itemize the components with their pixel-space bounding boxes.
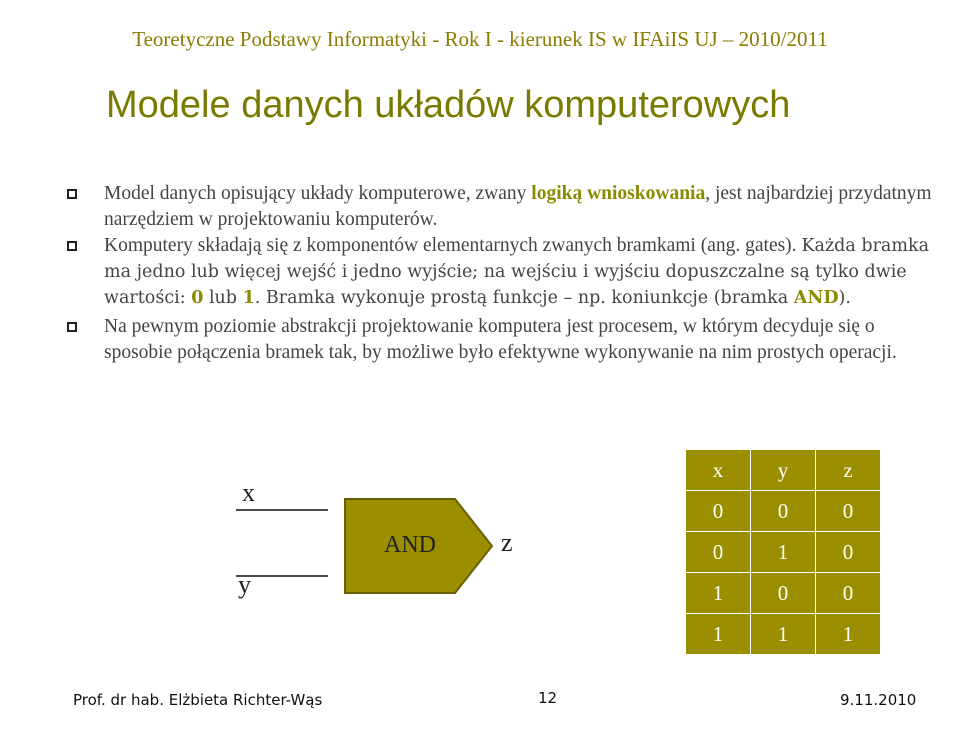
bullet-text: Komputery składają się z komponentów elementarnych zwanych bramkami (ang. gates). xyxy=(104,235,802,256)
bullet-text: . Bramka wykonuje prostą funkcje – np. koniunkcje (bramka xyxy=(254,288,794,308)
table-row xyxy=(686,532,880,573)
table-cell: 1 xyxy=(751,532,816,573)
table-row xyxy=(686,614,880,655)
table-header-cell: z xyxy=(816,450,881,491)
and-term: AND xyxy=(793,288,839,308)
table-header-cell: x xyxy=(686,450,751,491)
table-header-cell: y xyxy=(751,450,816,491)
table-cell: 1 xyxy=(842,621,854,646)
footer-page-number: 12 xyxy=(538,689,558,707)
table-row xyxy=(686,491,880,532)
bullet-text: Na pewnym poziomie abstrakcji projektowanie komputera jest procesem, w którym decyduje się o sposobie połączenia bramek tak, by możliwe było efektywne wykonywanie na nim prostych operacji. xyxy=(104,316,897,363)
table-cell: 0 xyxy=(686,491,751,532)
table-row xyxy=(686,573,880,614)
table-cell: 0 xyxy=(816,532,881,573)
footer-author: Prof. dr hab. Elżbieta Richter-Wąs xyxy=(73,691,323,709)
table-cell: 0 xyxy=(751,491,816,532)
input-y-label: y xyxy=(238,570,251,599)
bullet-text: ). xyxy=(838,288,851,308)
table-cell: 0 xyxy=(816,573,881,614)
table-cell: 1 xyxy=(686,614,751,655)
value-one: 1 xyxy=(242,288,255,308)
table-cell: 1 xyxy=(686,573,751,614)
truth-table xyxy=(686,450,880,654)
input-x-label: x xyxy=(242,478,255,507)
highlight-term: logiką wnioskowania xyxy=(531,183,706,204)
slide-title: Modele danych układów komputerowych xyxy=(106,84,791,126)
value-zero: 0 xyxy=(191,288,204,308)
output-z-label: z xyxy=(501,528,513,557)
table-cell: 1 xyxy=(751,614,816,655)
table-header-row xyxy=(686,450,880,491)
table-cell: 0 xyxy=(751,573,816,614)
bullet-text: lub xyxy=(203,288,243,308)
table-cell: 0 xyxy=(686,532,751,573)
table-cell: 0 xyxy=(816,491,881,532)
slide-header: Teoretyczne Podstawy Informatyki - Rok I - kierunek IS w IFAiIS UJ – 2010/2011 xyxy=(132,27,828,51)
bullet-text: Każda bramka ma jedno lub więcej wejść i jedno wyjście; na wejściu i wyjściu dopuszczalne są tylko dwie wartości: xyxy=(104,236,929,308)
bullet-text: Model danych opisujący układy komputerowe, zwany xyxy=(104,183,532,204)
gate-label: AND xyxy=(384,532,436,558)
bullet-text: , jest najbardziej przydatnym narzędziem w projektowaniu komputerów. xyxy=(104,183,932,230)
footer-date: 9.11.2010 xyxy=(840,691,917,709)
